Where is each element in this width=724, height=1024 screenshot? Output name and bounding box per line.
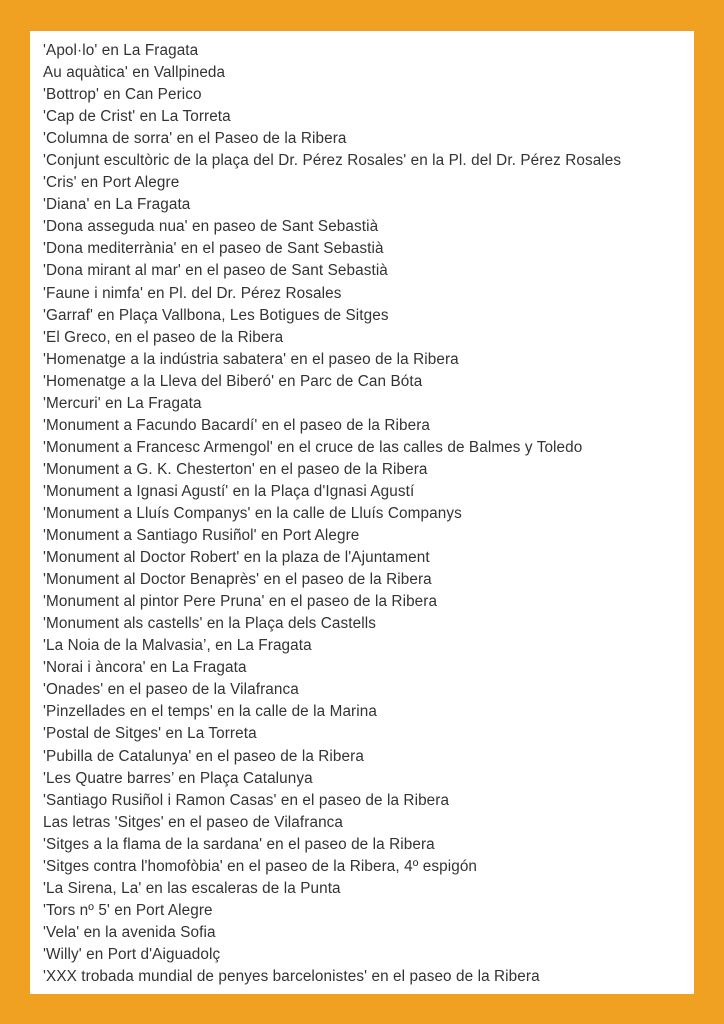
list-item: 'Postal de Sitges' en La Torreta	[43, 725, 257, 743]
list-item: 'Sitges contra l'homofòbia' en el paseo de la Ribera, 4º espigón	[43, 857, 478, 875]
list-item: 'Onades' en el paseo de la Vilafranca	[43, 681, 299, 699]
list-item: 'Santiago Rusiñol i Ramon Casas' en el paseo de la Ribera	[43, 791, 450, 809]
list-item: 'Sitges a la flama de la sardana' en el paseo de la Ribera	[43, 835, 435, 853]
list-item: 'La Sirena, La' en las escaleras de la Punta	[43, 879, 341, 897]
list-item: 'Monument al Doctor Benaprès' en el paseo de la Ribera	[43, 571, 432, 589]
list-item: 'Pinzellades en el temps' en la calle de la Marina	[43, 703, 377, 721]
list-item: 'Pubilla de Catalunya' en el paseo de la Ribera	[43, 747, 364, 765]
list-item: 'Homenatge a la Lleva del Biberó' en Parc de Can Bóta	[43, 372, 423, 390]
list-item: 'El Greco, en el paseo de la Ribera	[43, 328, 284, 346]
list-item: Au aquàtica' en Vallpineda	[43, 64, 226, 82]
list-item: 'Monument al Doctor Robert' en la plaza de l'Ajuntament	[43, 549, 430, 567]
list-item: 'Monument al pintor Pere Pruna' en el paseo de la Ribera	[43, 593, 438, 611]
list-item: 'XXX trobada mundial de penyes barcelonistes' en el paseo de la Ribera	[43, 967, 540, 985]
list-item: 'Garraf' en Plaça Vallbona, Les Botigues de Sitges	[43, 306, 389, 324]
document-card	[30, 31, 694, 994]
list-item: 'Vela' en la avenida Sofia	[43, 923, 216, 941]
list-item: 'Tors nº 5' en Port Alegre	[43, 901, 213, 919]
list-item: 'Apol·lo' en La Fragata	[43, 42, 199, 59]
list-item: 'Dona mirant al mar' en el paseo de Sant Sebastià	[43, 262, 388, 280]
list-item: 'Monument a G. K. Chesterton' en el paseo de la Ribera	[43, 460, 428, 478]
list-item: 'Monument als castells' en la Plaça dels Castells	[43, 615, 376, 633]
list-item: 'Cris' en Port Alegre	[43, 174, 180, 192]
list-item: 'Faune i nimfa' en Pl. del Dr. Pérez Rosales	[43, 284, 342, 302]
sculpture-list	[43, 40, 621, 988]
list-item: 'Conjunt escultòric de la plaça del Dr. Pérez Rosales' en la Pl. del Dr. Pérez Rosales	[43, 152, 622, 170]
list-item: 'Cap de Crist' en La Torreta	[43, 108, 231, 126]
list-item: 'Monument a Francesc Armengol' en el cruce de las calles de Balmes y Toledo	[43, 438, 583, 456]
list-item: 'Willy' en Port d'Aiguadolç	[43, 945, 221, 963]
list-item: 'Les Quatre barres’ en Plaça Catalunya	[43, 769, 313, 787]
list-item: 'Norai i àncora' en La Fragata	[43, 659, 247, 677]
list-item: 'Homenatge a la indústria sabatera' en el paseo de la Ribera	[43, 350, 459, 368]
list-item: 'Monument a Facundo Bacardí' en el paseo de la Ribera	[43, 416, 430, 434]
list-item: 'Diana' en La Fragata	[43, 196, 191, 214]
list-item: 'Monument a Santiago Rusiñol' en Port Alegre	[43, 527, 360, 545]
list-item: 'Dona mediterrània' en el paseo de Sant Sebastià	[43, 240, 384, 258]
list-item: 'Monument a Ignasi Agustí' en la Plaça d'Ignasi Agustí	[43, 482, 415, 500]
list-item: Las letras 'Sitges' en el paseo de Vilafranca	[43, 813, 344, 831]
list-item: 'Dona asseguda nua' en paseo de Sant Sebastià	[43, 218, 379, 236]
list-item: 'Mercuri' en La Fragata	[43, 394, 202, 412]
list-item: 'La Noia de la Malvasia’, en La Fragata	[43, 637, 312, 655]
list-item: 'Bottrop' en Can Perico	[43, 86, 202, 104]
list-item: 'Monument a Lluís Companys' en la calle de Lluís Companys	[43, 504, 462, 522]
list-item: 'Columna de sorra' en el Paseo de la Ribera	[43, 130, 347, 148]
